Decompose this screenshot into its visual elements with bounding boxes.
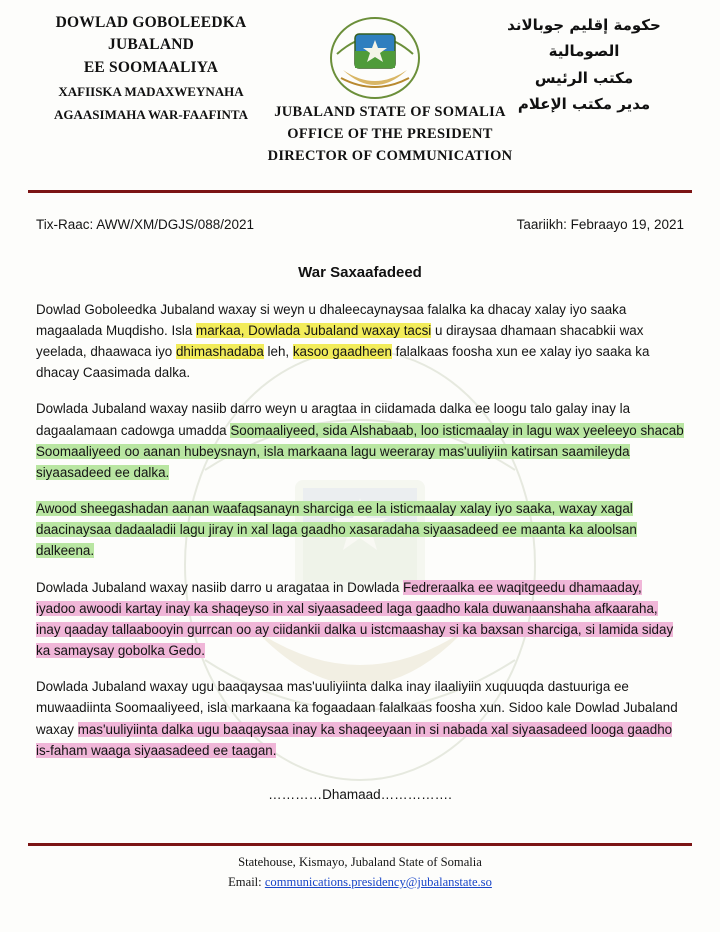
highlighted-text: kasoo gaadheen (292, 344, 392, 359)
footer-email-link[interactable]: communications.presidency@jubalanstate.so (264, 874, 492, 889)
body-text: Dowlada Jubaland waxay ugu baaqaysaa mas'uuliyiinta dalka inay ilaaliyiin xuquuqda dastuuriga ee muwaadiinta Soomaaliyeed, isla markaana ka fogaadaan falalkaas foosha xun. Sidoo kale Dowlad Jubaland waxay (36, 679, 678, 737)
body-paragraph (36, 299, 684, 384)
highlighted-text: dhimashadaba (175, 344, 264, 359)
english-line-2: OFFICE OF THE PRESIDENT (287, 126, 493, 143)
english-line-1: JUBALAND STATE OF SOMALIA (274, 104, 506, 121)
org-name-line-1: DOWLAD GOBOLEEDKA JUBALAND (55, 14, 247, 54)
office-line-2: AGAASIMAHA WAR-FAAFINTA (54, 106, 248, 122)
highlighted-text: Fedreraalka ee waqitgeedu dhamaaday, iyadoo awoodi kartay inay ka shaqeyso in xal siyaasadeed laga gaadho kala duwanaanshaha afkaaraha, inay qaaday tallaabooyin gurrcan oo ay ciidankii dalka u istcmaashay si ka baxsan sharciga, si lamida siday ka samaysay gobolka Gedo. (36, 579, 674, 659)
arabic-line-2: مكتب الرئيس (534, 68, 634, 87)
body-text: leh, (263, 344, 293, 359)
body-paragraph (36, 398, 684, 483)
highlighted-text: Soomaaliyeed, sida Alshabaab (230, 422, 414, 438)
body-text: Dowlada Jubaland waxay nasiib darro u aragataa in Dowlada (36, 579, 403, 595)
highlighted-text: markaa, Dowlada Jubaland waxay tacsi (196, 322, 432, 338)
header-divider (28, 190, 692, 193)
body-text: Dowlada Jubaland waxay nasiib darro weyn u aragtaa in ciidamada dalka ee loogu talo galay inay la dagaalamaan cadowga umadda (36, 401, 631, 438)
body-text: Dowlad Goboleedka Jubaland waxay si weyn u dhaleecaynaysaa falalka ka dhacay xalay iyo saaka magaalada Muqdisho. Isla (36, 301, 627, 338)
office-line-1: XAFIISKA MADAXWEYNAHA (58, 84, 244, 100)
jubaland-state-emblem-icon (327, 14, 423, 100)
footer-address: Statehouse, Kismayo, Jubaland State of Somalia (238, 854, 482, 869)
footer (0, 852, 720, 892)
highlighted-text: mas'uuliyiinta dalka ugu baaqaysaa inay ka shaqeeyaan in si nabada xal siyaasadeed looga gaadho is-faham waaga siyaasadeed ee taagan. (36, 721, 673, 758)
highlighted-text: Awood sheegashadan aanan waafaqsanayn sharciga ee la isticmaalay xalay iyo saaka, waxay xagal daacinaysaa dadaaladii lagu jiray in xal laga gaadho xasaradaha siyaasadeed ee maanta ka aloolsan dalkeena. (36, 501, 637, 559)
footer-divider (28, 843, 692, 846)
arabic-line-1: حكومة إقليم جوبالاند الصومالية (507, 16, 661, 61)
body-paragraph (36, 577, 684, 662)
document-body (36, 299, 684, 761)
org-name-line-2: EE SOOMAALIYA (83, 58, 219, 76)
emblem (315, 12, 435, 100)
closing-line: …………Dhamaad……………. (268, 786, 452, 802)
body-paragraph (36, 498, 684, 562)
arabic-line-3: مدير مكتب الإعلام (517, 94, 651, 113)
document-meta (36, 217, 684, 232)
english-line-3: DIRECTOR OF COMMUNICATION (267, 147, 513, 164)
page-title: War Saxaafadeed (298, 263, 422, 281)
reference-number: Tix-Raac: AWW/XM/DGJS/088/2021 (36, 216, 255, 232)
body-text: falalkaas foosha xun ee xalay iyo saaka ka dhacay Caasimada dalka. (36, 344, 650, 381)
highlighted-text: , loo isticmaalay in lagu wax yeeleeyo shacab Soomaaliyeed oo aanan hubeysnayn, isla markaana lagu weeraray mas'uuliyiin katirsan saamileyda siyaasadeed ee dalka. (36, 422, 684, 480)
document-date: Taariikh: Febraayo 19, 2021 (516, 216, 684, 232)
footer-email-label: Email: (228, 874, 262, 889)
letterhead-english (60, 102, 720, 167)
body-paragraph (36, 676, 684, 761)
body-text: u diraysaa dhamaan shacabkii wax yeelada, dhaawaca iyo (36, 322, 644, 359)
letterhead-arabic (474, 12, 694, 117)
